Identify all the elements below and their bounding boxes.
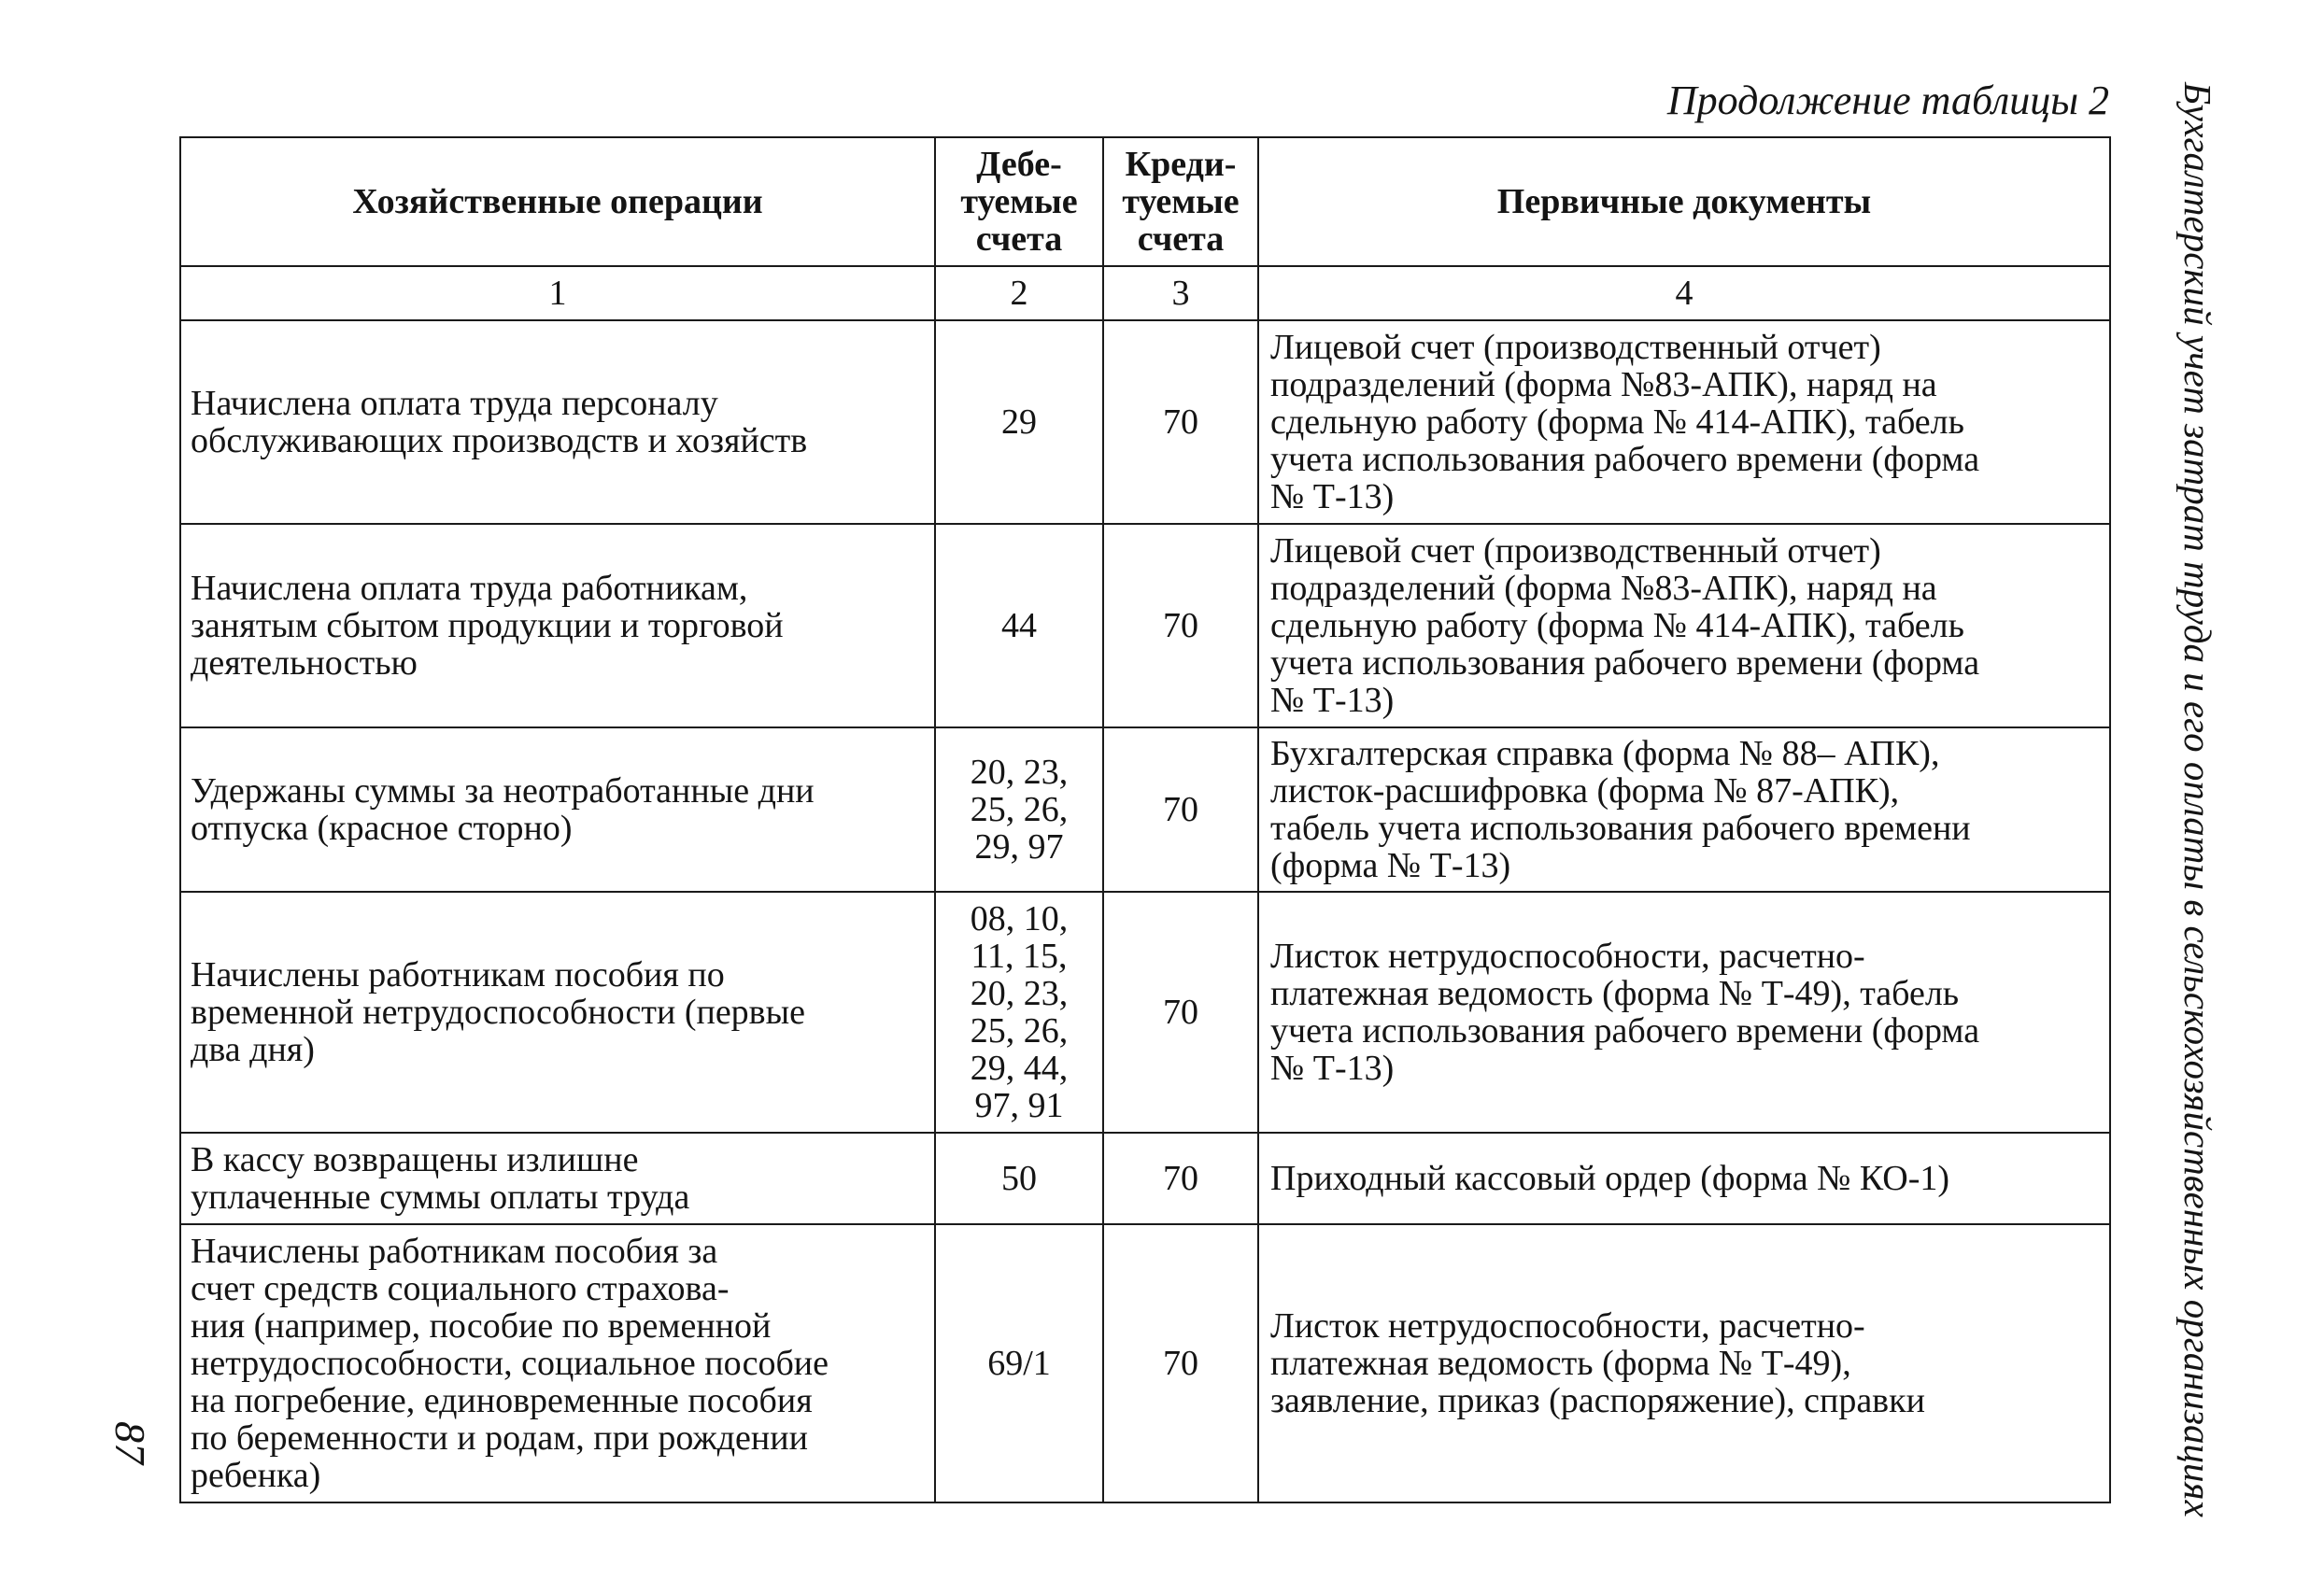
credit-cell: 70 xyxy=(1103,727,1258,892)
debit-cell: 44 xyxy=(935,524,1103,727)
debit-cell: 08, 10, 11, 15, 20, 23, 25, 26, 29, 44, 97, 91 xyxy=(935,892,1103,1133)
debit-cell: 50 xyxy=(935,1133,1103,1224)
column-number-2: 2 xyxy=(935,266,1103,320)
documents-cell: Бухгалтерская справка (форма № 88– АПК), листок-расшифровка (форма № 87-АПК), табель учета использования рабочего времени (форма № Т-13) xyxy=(1258,727,2110,892)
operation-cell: Начислена оплата труда работникам, занятым сбытом продукции и торговой деятельностью xyxy=(180,524,935,727)
running-head-text: Бухгалтерский учет затрат труда и его оплаты в сельскохозяйственных организациях xyxy=(2176,81,2219,1517)
operation-cell: В кассу возвращены излишне уплаченные суммы оплаты труда xyxy=(180,1133,935,1224)
debit-cell: 69/1 xyxy=(935,1224,1103,1502)
operation-cell: Начислены работникам пособия по временной нетрудоспособности (первые два дня) xyxy=(180,892,935,1133)
documents-cell: Лицевой счет (производственный отчет) подразделений (форма №83-АПК), наряд на сдельную работу (форма № 414-АПК), табель учета использования рабочего времени (форма № Т-13) xyxy=(1258,524,2110,727)
documents-cell: Приходный кассовый ордер (форма № КО-1) xyxy=(1258,1133,2110,1224)
table-row xyxy=(180,320,2110,524)
page-number-text: 87 xyxy=(106,1421,154,1464)
documents-cell: Лицевой счет (производственный отчет) подразделений (форма №83-АПК), наряд на сдельную работу (форма № 414-АПК), табель учета использования рабочего времени (форма № Т-13) xyxy=(1258,320,2110,524)
credit-cell: 70 xyxy=(1103,1224,1258,1502)
header-debit-accounts: Дебе- туемые счета xyxy=(935,137,1103,266)
accounting-operations-table xyxy=(179,136,2111,1503)
table-header-row xyxy=(180,137,2110,266)
debit-cell: 20, 23, 25, 26, 29, 97 xyxy=(935,727,1103,892)
table-row xyxy=(180,892,2110,1133)
page-number xyxy=(97,1401,163,1485)
credit-cell: 70 xyxy=(1103,892,1258,1133)
operation-cell: Начислена оплата труда персоналу обслуживающих производств и хозяйств xyxy=(180,320,935,524)
operation-cell: Начислены работникам пособия за счет средств социального страхова- ния (например, пособие по временной нетрудоспособности, социальное пособие на погребение, единовременные пособия по беременности и родам, при рождении ребенка) xyxy=(180,1224,935,1502)
documents-cell: Листок нетрудоспособности, расчетно- платежная ведомость (форма № Т-49), табель учета использования рабочего времени (форма № Т-13) xyxy=(1258,892,2110,1133)
table-row xyxy=(180,1133,2110,1224)
table-continuation-label: Продолжение таблицы 2 xyxy=(1666,78,2109,123)
operation-cell: Удержаны суммы за неотработанные дни отпуска (красное сторно) xyxy=(180,727,935,892)
debit-cell: 29 xyxy=(935,320,1103,524)
column-number-3: 3 xyxy=(1103,266,1258,320)
table-row xyxy=(180,727,2110,892)
table-row xyxy=(180,1224,2110,1502)
column-number-1: 1 xyxy=(180,266,935,320)
header-operations: Хозяйственные операции xyxy=(180,137,935,266)
credit-cell: 70 xyxy=(1103,320,1258,524)
header-credit-accounts: Креди- туемые счета xyxy=(1103,137,1258,266)
table-row xyxy=(180,524,2110,727)
documents-cell: Листок нетрудоспособности, расчетно- платежная ведомость (форма № Т-49), заявление, приказ (распоряжение), справки xyxy=(1258,1224,2110,1502)
column-number-4: 4 xyxy=(1258,266,2110,320)
credit-cell: 70 xyxy=(1103,524,1258,727)
running-head-vertical xyxy=(2165,81,2231,1517)
column-number-row xyxy=(180,266,2110,320)
header-primary-documents: Первичные документы xyxy=(1258,137,2110,266)
credit-cell: 70 xyxy=(1103,1133,1258,1224)
